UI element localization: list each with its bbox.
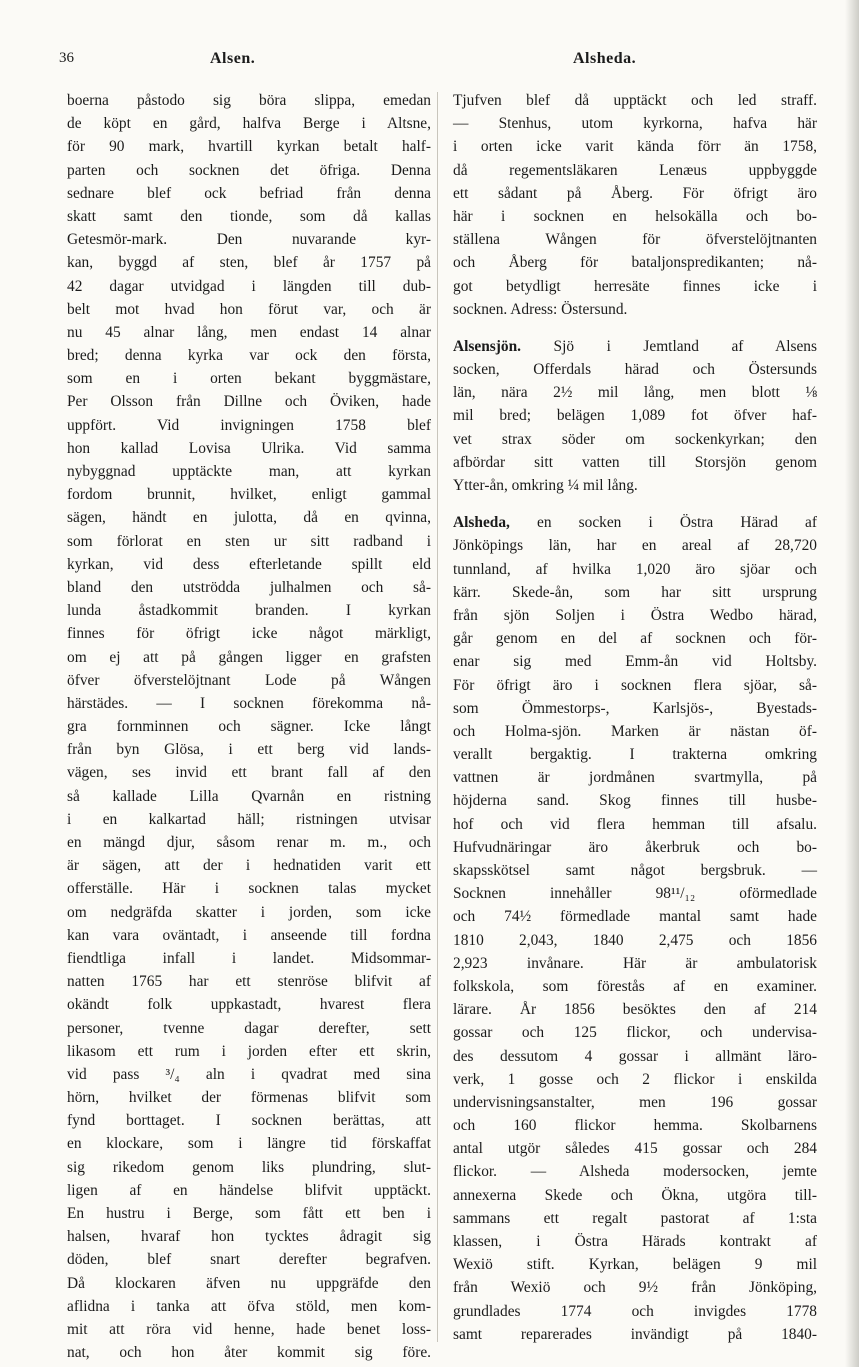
text-line: mit att röra vid henne, hade benet loss- [67, 1320, 431, 1338]
text-line: kyrkan, vid dess efterletande spillt eld [67, 555, 431, 573]
text-line: kärr. Skede-ån, som har sitt ursprung [453, 583, 817, 601]
text-line: fynd borttaget. I socknen berättas, att [67, 1112, 431, 1130]
text-line: des dessutom 4 gossar i allmänt läro- [453, 1047, 817, 1065]
text-line: går genom en del af socknen och för- [453, 630, 817, 648]
text-line: Per Olsson från Dillne och Öviken, hade [67, 393, 431, 411]
text-line: Jönköpings län, har en areal af 28,720 [453, 537, 817, 555]
text-line: Wexiö stift. Kyrkan, belägen 9 mil [453, 1256, 817, 1274]
text-line: hof och vid flera hemman till afsalu. [453, 815, 817, 833]
text-line: verallt bergaktig. I trakterna omkring [453, 746, 817, 764]
text-line: då regementsläkaren Lenæus uppbyggde [453, 161, 817, 179]
text-line: i en kalkartad häll; ristningen utvisar [67, 810, 431, 828]
text-line: en mängd djur, såsom renar m. m., och [67, 834, 431, 851]
text-line: fiendtliga infall i landet. Midsommar- [67, 949, 431, 967]
text-line: fordom brunnit, hvilket, enligt gammal [67, 486, 431, 504]
text-line: från Wexiö och 9½ från Jönköping, [453, 1279, 817, 1297]
text-line: är sägen, att der i hednatiden varit ett [67, 857, 431, 875]
text-line: undervisningsanstalter, men 196 gossar [453, 1093, 817, 1111]
entry-first-line [453, 335, 817, 358]
text-line: öfver öfverstelöjtnant Lode på Wången [67, 671, 431, 689]
text-line: sig rikedom genom liks plundring, slut- [67, 1158, 431, 1176]
text-line: ligen af en händelse blifvit upptäckt. [67, 1181, 431, 1199]
text-line: folkskola, som förestås af en examiner. [453, 977, 817, 995]
text-line: För öfrigt äro i socknen flera sjöar, så- [453, 676, 817, 694]
text-line: sägen, händt en julotta, då en qvinna, [67, 509, 431, 527]
text-line: 42 dagar utvidgad i längden till dub- [67, 277, 431, 295]
text-line: personer, tvenne dagar derefter, sett [67, 1019, 431, 1037]
text-line: höjderna sand. Skog finnes till husbe- [453, 792, 817, 810]
text-line: och 74½ förmedlade mantal samt hade [453, 908, 817, 926]
left-running-head: Alsen. [210, 50, 256, 67]
text-line: de köpt en gård, halfva Berge i Altsne, [67, 115, 431, 133]
text-line: kan vara oväntadt, i anseende till fordna [67, 926, 431, 944]
text-line: aflidna i tanka att öfva stöld, men kom- [67, 1297, 431, 1315]
text-line: nybyggnad upptäckte man, att kyrkan [67, 463, 431, 480]
text-line: uppfört. Vid invigningen 1758 blef [67, 416, 431, 434]
text-line: nu 45 alnar lång, men endast 14 alnar [67, 323, 431, 341]
text-line: vet strax söder om sockenkyrkan; den [453, 430, 817, 448]
text-line: vid pass ³/₄ aln i qvadrat med sina [67, 1065, 431, 1083]
text-line: ställena Wången för öfverstelöjtnanten [453, 231, 817, 249]
page-edge-shadow [845, 0, 859, 1367]
entry-alsheda [453, 511, 817, 1346]
text-line: gra fornminnen och sägner. Icke långt [67, 718, 431, 736]
entry-first-line [453, 511, 817, 534]
text-line: likasom ett rum i jorden efter ett skrin, [67, 1042, 431, 1060]
text-line: afbördar sitt vatten till Storsjön genom [453, 453, 817, 471]
text-line: för 90 mark, hvartill kyrkan betalt half- [67, 138, 431, 156]
text-line: i orten icke varit kända förr än 1758, [453, 138, 817, 156]
text-line: hon kallad Lovisa Ulrika. Vid samma [67, 439, 431, 457]
entry-alsensjon [453, 335, 817, 497]
text-line: halsen, hvaraf hon tycktes ådragit sig [67, 1228, 431, 1246]
column-divider [437, 92, 438, 1342]
text-line: här i socknen en helsokälla och bo- [453, 207, 817, 225]
text-line: gossar och 125 flickor, och undervisa- [453, 1024, 817, 1042]
text-line: skatt samt den tionde, som då kallas [67, 207, 431, 225]
text-line: Tjufven blef då upptäckt och led straff. [453, 92, 817, 109]
text-line: län, nära 2½ mil lång, men blott ⅛ [453, 384, 817, 402]
text-line: En hustru i Berge, som fått ett ben i [67, 1205, 431, 1222]
text-line: tunnland, af hvilka 1,020 äro sjöar och [453, 560, 817, 578]
text-line: Hufvudnäringar äro åkerbruk och bo- [453, 838, 817, 856]
text-line: som en i orten bekant byggmästare, [67, 370, 431, 388]
text-line: hörn, hvilket der förmenas blifvit som [67, 1089, 431, 1107]
text-line: kan, byggd af sten, blef år 1757 på [67, 254, 431, 272]
text-line: — Stenhus, utom kyrkorna, hafva här [453, 115, 817, 133]
text-line: finnes för öfrigt icke något märkligt, [67, 625, 431, 643]
text-line: skapsskötsel samt något bergsbruk. — [453, 862, 817, 879]
text-line: socken, Offerdals härad och Östersunds [453, 361, 817, 379]
text-line: så kallade Lilla Qvarnån en ristning [67, 787, 431, 805]
text-line: flickor. — Alsheda modersocken, jemte [453, 1163, 817, 1181]
text-line: och 160 flickor hemma. Skolbarnens [453, 1117, 817, 1135]
text-line: nat, och hon åter kommit sig före. [67, 1344, 431, 1362]
text-line: som förlorat en sten ur sitt radband i [67, 532, 431, 550]
entry-headword: Alsensjön. [453, 337, 521, 355]
text-line: enar sig med Emm-ån vid Holtsby. [453, 653, 817, 671]
entry-first-line-text: Sjö i Jemtland af Alsens [553, 337, 817, 355]
text-line: och Åberg för bataljonspredikanten; nå- [453, 254, 817, 272]
text-line: parten och socknen det öfriga. Denna [67, 161, 431, 179]
paragraph-gap [453, 497, 817, 511]
text-line: lunda åstadkommit branden. I kyrkan [67, 602, 431, 620]
text-line: socknen. Adress: Östersund. [453, 300, 628, 318]
page-number: 36 [59, 50, 74, 66]
text-line: bland den utströdda julhalmen och så- [67, 578, 431, 596]
text-line: döden, blef snart derefter begrafven. [67, 1251, 431, 1269]
text-line: från sjön Soljen i Östra Wedbo härad, [453, 606, 817, 624]
text-line: från byn Glösa, i ett berg vid lands- [67, 741, 431, 759]
text-line: 1810 2,043, 1840 2,475 och 1856 [453, 931, 817, 949]
text-line: härstädes. — I socknen förekomma nå- [67, 694, 431, 712]
text-line: okändt folk uppkastadt, hvarest flera [67, 996, 431, 1014]
text-line: annexerna Skede och Ökna, utgöra till- [453, 1186, 817, 1204]
right-column [453, 89, 817, 1346]
text-line: mil bred; belägen 1,089 fot öfver haf- [453, 407, 817, 425]
right-running-head: Alsheda. [573, 50, 637, 67]
text-line: och Holma-sjön. Marken är nästan öf- [453, 722, 817, 740]
text-line: samt reparerades invändigt på 1840- [453, 1325, 817, 1343]
text-line: Då klockaren äfven nu uppgräfde den [67, 1274, 431, 1292]
text-line: vattnen är jordmånen svartmylla, på [453, 769, 817, 787]
running-header [0, 50, 859, 74]
text-line: bred; denna kyrka var ock den första, [67, 347, 431, 365]
text-line: sednare blef ock befriad från denna [67, 184, 431, 202]
text-line: en klockare, som i längre tid förskaffat [67, 1135, 431, 1153]
text-line: antal utgör således 415 gossar och 284 [453, 1140, 817, 1158]
text-line: ett sådant på Åberg. För öfrigt äro [453, 184, 817, 202]
text-line: grundlades 1774 och invigdes 1778 [453, 1302, 817, 1320]
entry-first-line-text: en socken i Östra Härad af [537, 514, 817, 532]
text-line: natten 1765 har ett stenröse blifvit af [67, 973, 431, 991]
text-line: got betydligt herresäte finnes icke i [453, 277, 817, 295]
text-line: belt mot hvad hon förut var, och är [67, 300, 431, 318]
text-line: 2,923 invånare. Här är ambulatorisk [453, 954, 817, 972]
text-line: Ytter-ån, omkring ¼ mil lång. [453, 477, 638, 494]
entry-headword: Alsheda, [453, 514, 510, 532]
text-line: vägen, ses invid ett brant fall af den [67, 764, 431, 782]
text-line: lärare. År 1856 besöktes den af 214 [453, 1001, 817, 1019]
left-column [67, 89, 431, 1364]
text-line: klassen, i Östra Härads kontrakt af [453, 1233, 817, 1250]
text-line: verk, 1 gosse och 2 flickor i enskilda [453, 1070, 817, 1088]
text-line: offerställe. Här i socknen talas mycket [67, 880, 431, 898]
paragraph-gap [453, 321, 817, 335]
text-line: Getesmör-mark. Den nuvarande kyr- [67, 231, 431, 249]
paragraph-tjufven [453, 89, 817, 321]
text-line: sammans ett regalt pastorat af 1:sta [453, 1209, 817, 1227]
text-line: om nedgräfda skatter i jorden, som icke [67, 903, 431, 921]
text-line: boerna påstodo sig böra slippa, emedan [67, 92, 431, 109]
text-line: Socknen innehåller 98¹¹/₁₂ oförmedlade [453, 885, 817, 903]
text-line: om ej att på gången ligger en grafsten [67, 648, 431, 666]
text-line: som Ömmestorps-, Karlsjös-, Byestads- [453, 699, 817, 717]
